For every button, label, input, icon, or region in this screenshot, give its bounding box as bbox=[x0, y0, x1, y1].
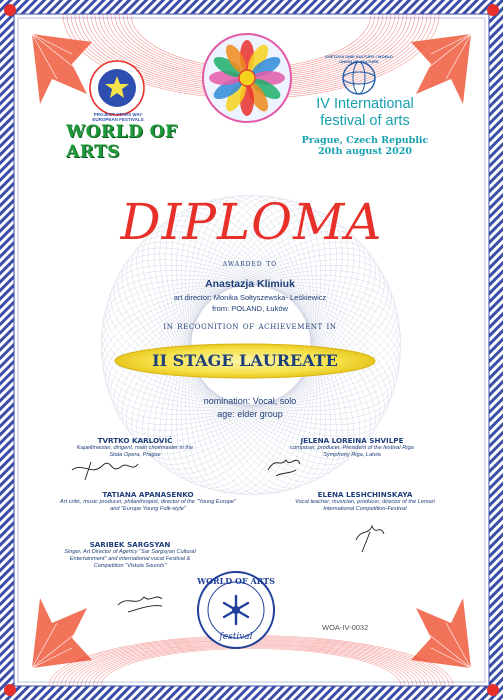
jury-member bbox=[282, 436, 422, 459]
jury-name: SARIBEK SARGSYAN bbox=[89, 540, 171, 549]
festival-line1: IV International bbox=[316, 96, 414, 112]
awarded-to: awarded to bbox=[222, 259, 278, 269]
jury-name: JELENA LOREINA SHVILPE bbox=[300, 436, 404, 445]
recipient-name: Anastazja Klimiuk bbox=[205, 278, 295, 290]
award-title: II STAGE LAUREATE bbox=[152, 351, 338, 370]
stars-way-logo bbox=[90, 61, 144, 115]
jury-name: ELENA LESHCHINSKAYA bbox=[317, 490, 413, 499]
stamp-bottom-text: festival bbox=[219, 632, 253, 642]
festival-brand: WORLD OF ARTS bbox=[66, 122, 178, 162]
jury-desc: Vocal teacher, musician, producer, director of the Lemari International Competition-Festival bbox=[295, 499, 435, 512]
age-group: age: elder group bbox=[217, 409, 283, 419]
jury-member bbox=[70, 436, 200, 459]
festival-line2: festival of arts bbox=[320, 113, 410, 130]
org-logo-text: SVĚTOVÁ UNIE KULTURY / WORLD UNION OF CULTURE bbox=[325, 54, 393, 64]
jury-member bbox=[58, 490, 238, 513]
diploma-title: DIPLOMA bbox=[120, 193, 383, 251]
jury-desc: composer, producer, President of the festival Riga Symphony Riga, Latvia bbox=[290, 445, 414, 458]
festival-info bbox=[300, 96, 430, 157]
document-number: WOA-IV-0032 bbox=[322, 623, 369, 632]
jury-member bbox=[285, 490, 445, 513]
lotus-mandala-icon bbox=[203, 34, 291, 122]
stamp-top-text: WORLD OF ARTS bbox=[197, 576, 275, 586]
festival-date: 20th august 2020 bbox=[318, 145, 412, 157]
jury-desc: Singer, Art Director of Agency "Sar Sargsyan Cultural Entertainment" and international vocal Festival & Competition "Vistula Sounds" bbox=[64, 549, 196, 569]
recognition-line: in recognition of achievement in bbox=[163, 321, 337, 332]
jury-name: TVRTKO KARLOVIĆ bbox=[97, 436, 173, 445]
jury-desc: Art critic, music producer, philanthropist, director of the "Young Europe" and "Europe Young Folk-style" bbox=[60, 499, 236, 512]
jury-name: TATIANA APANASENKO bbox=[102, 490, 194, 499]
jury-member bbox=[60, 540, 200, 570]
from-location: from: POLAND, Łuków bbox=[212, 304, 288, 313]
nomination: nomination: Vocal, solo bbox=[203, 396, 297, 406]
art-director: art director: Monika Sołtyszewska- Leśkiewicz bbox=[173, 293, 327, 302]
project-logo-text: PROJECT STARS WAY EUROPEAN FESTIVALS bbox=[92, 112, 144, 122]
festival-place: Prague, Czech Republic bbox=[301, 134, 429, 146]
jury-desc: Kapellmeister, dirigent, main choirmaster in the Stata Opera, Prague bbox=[76, 445, 194, 458]
